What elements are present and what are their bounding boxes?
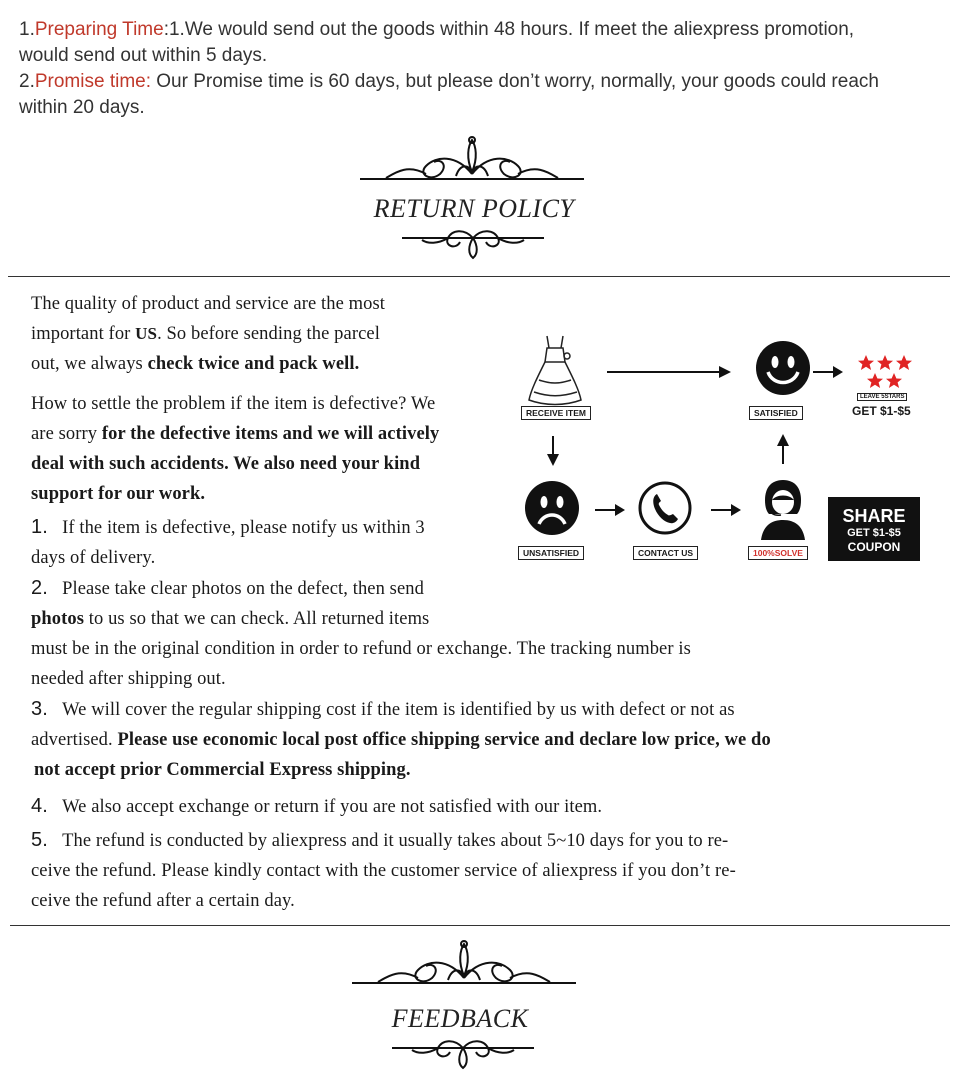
preparing-time-line — [19, 17, 939, 43]
smiley-face-icon — [755, 340, 811, 396]
dress-icon — [527, 334, 583, 408]
sad-face-icon — [524, 480, 580, 536]
item-text: If the item is defective, please notify us within 3 — [62, 518, 425, 538]
contact-us-label: CONTACT US — [633, 546, 698, 560]
item-2-line-2 — [31, 604, 931, 634]
divider-bottom — [10, 925, 950, 926]
promise-time-line — [19, 69, 939, 95]
item-text: We will cover the regular shipping cost if the item is identified by us with defect or not as — [62, 700, 735, 720]
item-number: 3. — [31, 698, 48, 720]
defective-paragraph — [31, 389, 523, 509]
divider-top — [8, 276, 950, 277]
phone-icon — [637, 480, 693, 536]
intro-text: important for — [31, 324, 136, 344]
arrow-down-icon — [545, 434, 561, 468]
return-policy-heading: RETURN POLICY — [373, 194, 575, 223]
defective-line-1: How to settle the problem if the item is defective? We — [31, 394, 436, 414]
promise-time-text: Our Promise time is 60 days, but please don’t worry, normally, your goods could reach — [151, 71, 879, 92]
defective-text: are sorry — [31, 424, 102, 444]
item-3 — [31, 694, 931, 725]
item-number: 4. — [31, 795, 48, 817]
share-reward-text: GET $1-$5 — [847, 527, 901, 539]
item-1-wrap: days of delivery. — [31, 548, 156, 568]
intro-paragraph — [31, 289, 511, 379]
intro-line-3 — [31, 349, 511, 379]
feedback-heading: FEEDBACK — [391, 1004, 529, 1033]
arrow-up-icon — [775, 432, 791, 466]
promise-time-number: 2. — [19, 71, 35, 92]
defective-line-2 — [31, 419, 523, 449]
receive-item-label: RECEIVE ITEM — [521, 406, 591, 420]
intro-us: US — [135, 324, 158, 343]
promise-time-text-wrap: within 20 days. — [19, 97, 145, 118]
promise-time-label: Promise time: — [34, 71, 151, 92]
preparing-time-text-wrap: would send out within 5 days. — [19, 45, 268, 66]
intro-line-1: The quality of product and service are the most — [31, 294, 386, 314]
ornament-top-icon — [348, 938, 580, 998]
item-5-line-2: ceive the refund. Please kindly contact with the customer service of aliexpress if you don’t re- — [31, 861, 736, 881]
item-3-bold: Please use economic local post office shipping service and declare low price, we do — [117, 730, 771, 750]
item-text: Please take clear photos on the defect, then send — [62, 579, 424, 599]
ornament-bottom-icon — [388, 1034, 538, 1070]
item-5 — [31, 825, 931, 856]
item-2-photos: photos — [31, 609, 85, 629]
item-2-line-3: must be in the original condition in order to refund or exchange. The tracking number is — [31, 639, 691, 659]
item-text: to us so that we can check. All returned items — [84, 609, 430, 629]
item-4 — [31, 791, 931, 822]
share-coupon-badge — [828, 497, 920, 561]
ornament-bottom-icon — [398, 224, 548, 260]
return-items — [31, 512, 931, 916]
defective-bold: for the defective items and we will actively — [101, 424, 440, 444]
arrow-right-small-icon — [811, 364, 845, 380]
item-3-line-2 — [31, 725, 931, 755]
intro-check-twice: check twice and pack well. — [147, 354, 360, 374]
coupon-text: COUPON — [847, 540, 901, 554]
arrow-right-small-icon — [593, 502, 629, 518]
intro-text-2: . So before sending the parcel — [157, 324, 380, 344]
item-2-line-4: needed after shipping out. — [31, 669, 226, 689]
intro-text-3: out, we always — [31, 354, 148, 374]
unsatisfied-label: UNSATISFIED — [518, 546, 584, 560]
item-number: 2. — [31, 577, 48, 599]
satisfied-label: SATISFIED — [749, 406, 803, 420]
preparing-time-number: 1. — [19, 19, 35, 40]
item-5-line-3: ceive the refund after a certain day. — [31, 891, 295, 911]
arrow-right-icon — [605, 364, 733, 380]
defective-line-4: support for our work. — [31, 484, 206, 504]
shipping-info — [19, 17, 939, 121]
preparing-time-text: :1.We would send out the goods within 48 hours. If meet the aliexpress promotion, — [163, 19, 855, 40]
item-number: 1. — [31, 516, 48, 538]
get-reward-text: GET $1-$5 — [852, 404, 911, 418]
ornament-top-icon — [356, 134, 588, 194]
intro-line-2 — [31, 319, 511, 349]
solve-label: 100%SOLVE — [748, 546, 808, 560]
five-stars-icon — [857, 354, 913, 390]
leave-stars-label: LEAVE 5STARS — [857, 393, 907, 401]
support-agent-icon — [757, 478, 809, 540]
item-text: We also accept exchange or return if you are not satisfied with our item. — [62, 797, 603, 817]
defective-line-3: deal with such accidents. We also need your kind — [31, 454, 421, 474]
item-2 — [31, 573, 931, 604]
item-text: advertised. — [31, 730, 118, 750]
share-text: SHARE — [842, 506, 906, 526]
arrow-right-small-icon — [709, 502, 745, 518]
return-flow-diagram — [515, 330, 935, 570]
preparing-time-label: Preparing Time — [34, 19, 164, 40]
item-text: The refund is conducted by aliexpress and it usually takes about 5~10 days for you to re- — [62, 831, 729, 851]
item-3-line-3: not accept prior Commercial Express shipping. — [34, 760, 411, 780]
item-number: 5. — [31, 829, 48, 851]
